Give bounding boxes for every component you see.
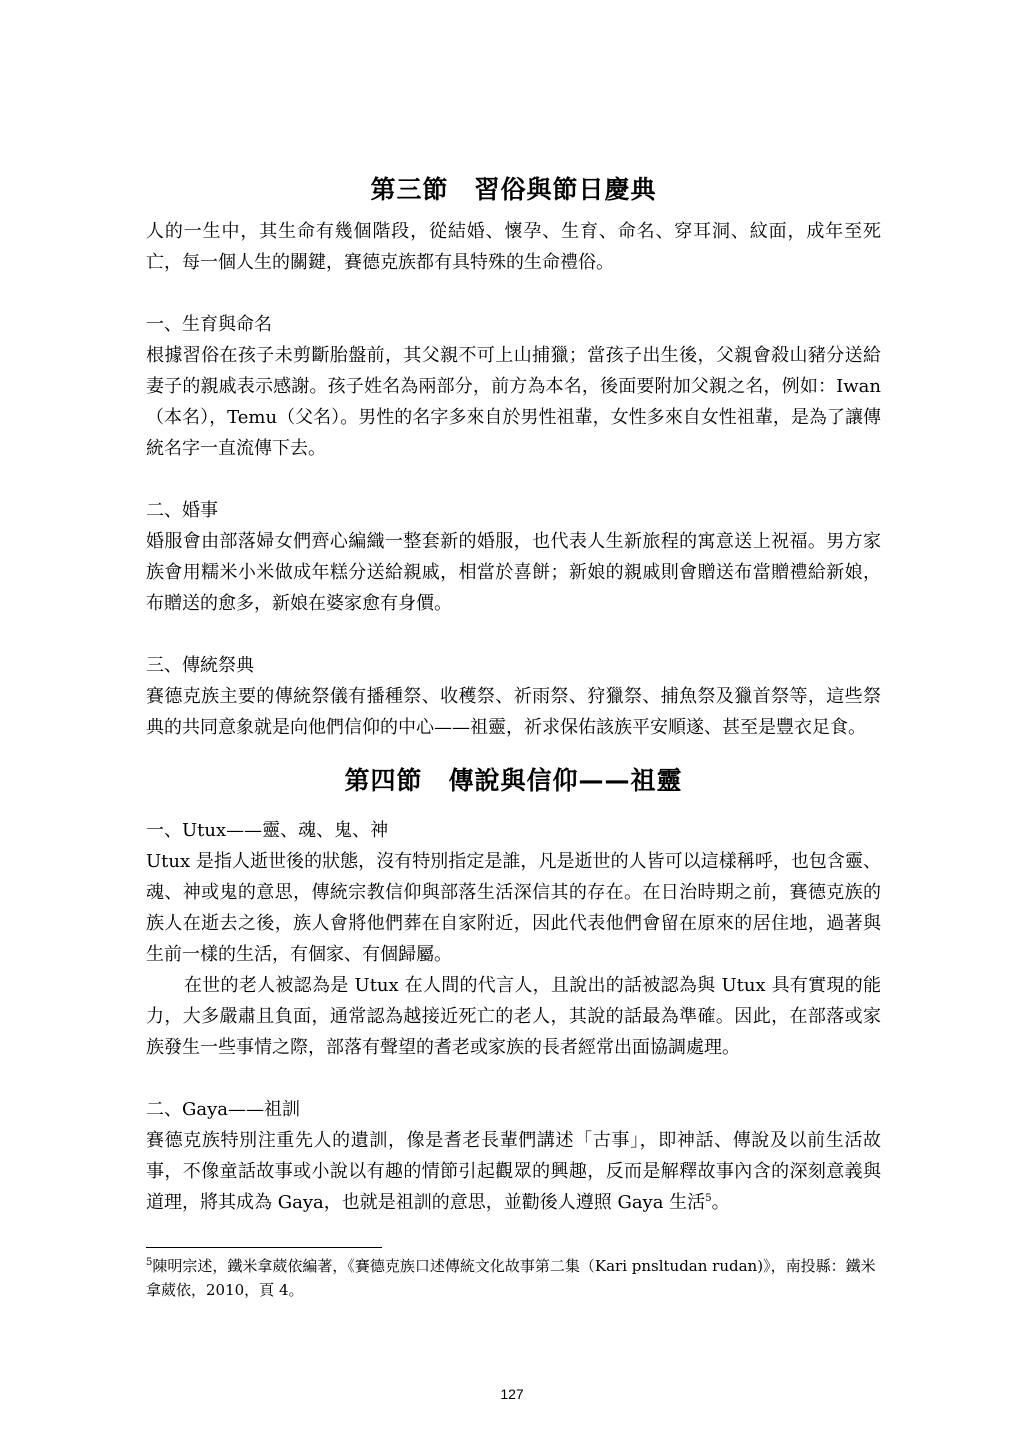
footnote-marker: 5 (146, 1257, 153, 1268)
footnote-divider (146, 1247, 382, 1248)
paragraph-gaya (146, 1125, 881, 1218)
footnote-text: 陳明宗述，鐵米拿葳依編著，《賽德克族口述傳統文化故事第二集（Kari pnsltudan rudan)》，南投縣：鐵米拿葳依，2010，頁 4。 (146, 1257, 876, 1299)
subsection-heading-birth-naming: 一、生育與命名 (146, 314, 272, 335)
section-title-customs: 第三節 習俗與節日慶典 (370, 175, 657, 204)
paragraph-rituals: 賽德克族主要的傳統祭儀有播種祭、收穫祭、祈雨祭、狩獵祭、捕魚祭及獵首祭等，這些祭典的共同意象就是向他們信仰的中心——祖靈，祈求保佑該族平安順遂、甚至是豐衣足食。 (146, 686, 881, 738)
subsection-heading-rituals: 三、傳統祭典 (146, 655, 254, 676)
subsection-heading-gaya: 二、Gaya——祖訓 (146, 1099, 301, 1120)
footnote-reference[interactable]: 5 (705, 1193, 712, 1204)
paragraph-utux-1: Utux 是指人逝世後的狀態，沒有特別指定是誰，凡是逝世的人皆可以這樣稱呼，也包含靈、魂、神或鬼的意思，傳統宗教信仰與部落生活深信其的存在。在日治時期之前，賽德克族的族人在逝去之後，族人會將他們葬在自家附近，因此代表他們會留在原來的居住地，過著與生前一樣的生活，有個家、有個歸屬。 (146, 851, 881, 965)
section-intro: 人的一生中，其生命有幾個階段，從結婚、懷孕、生育、命名、穿耳洞、紋面，成年至死亡，每一個人生的關鍵，賽德克族都有具特殊的生命禮俗。 (146, 221, 881, 273)
subsection-heading-marriage: 二、婚事 (146, 500, 218, 521)
paragraph-gaya-end: 。 (711, 1192, 730, 1213)
paragraph-marriage: 婚服會由部落婦女們齊心編織一整套新的婚服，也代表人生新旅程的寓意送上祝福。男方家族會用糯米小米做成年糕分送給親戚，相當於喜餅；新娘的親戚則會贈送布當贈禮給新娘，布贈送的愈多，新娘在婆家愈有身價。 (146, 531, 881, 614)
footnote (146, 1254, 886, 1302)
page-content (146, 170, 881, 1218)
paragraph-birth-naming: 根據習俗在孩子未剪斷胎盤前，其父親不可上山捕獵；當孩子出生後，父親會殺山豬分送給妻子的親戚表示感謝。孩子姓名為兩部分，前方為本名，後面要附加父親之名，例如：Iwan（本名），Temu（父名）。男性的名字多來自於男性祖輩，女性多來自女性祖輩，是為了讓傳統名字一直流傳下去。 (146, 345, 881, 459)
subsection-heading-utux: 一、Utux——靈、魂、鬼、神 (146, 820, 389, 841)
page-number: 127 (500, 1386, 524, 1402)
paragraph-gaya-text: 賽德克族特別注重先人的遺訓，像是耆老長輩們講述「古事」，即神話、傳說及以前生活故事，不像童話故事或小說以有趣的情節引起觀眾的興趣，反而是解釋故事內含的深刻意義與道理，將其成為 Gaya，也就是祖訓的意思，並勸後人遵照 Gaya 生活 (146, 1130, 881, 1213)
paragraph-utux-2: 在世的老人被認為是 Utux 在人間的代言人，且說出的話被認為與 Utux 具有實現的能力，大多嚴肅且負面，通常認為越接近死亡的老人，其說的話最為準確。因此，在部落或家族發生一些事情之際，部落有聲望的耆老或家族的長者經常出面協調處理。 (146, 975, 881, 1058)
section-title-legends: 第四節 傳說與信仰——祖靈 (344, 766, 683, 795)
